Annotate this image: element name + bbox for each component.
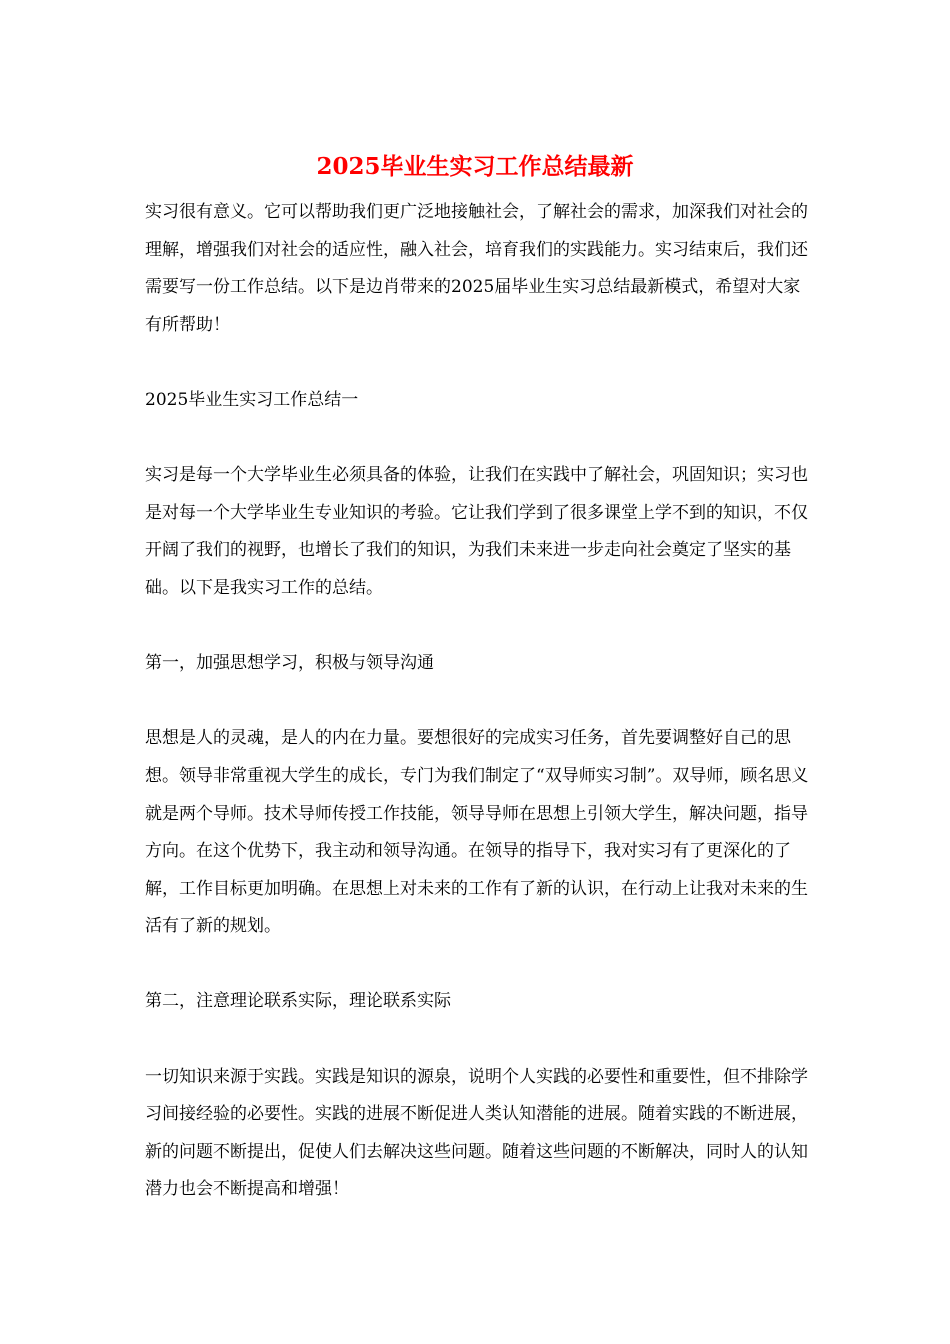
body-paragraph: 一切知识来源于实践。实践是知识的源泉，说明个人实践的必要性和重要性，但不排除学习间接经验的必要性。实践的进展不断促进人类认知潜能的进展。随着实践的不断进展，新的问题不断提出，促使人们去解决这些问题。随着这些问题的不断解决，同时人的认知潜力也会不断提高和增强！ — [145, 1066, 808, 1200]
body-paragraph: 思想是人的灵魂，是人的内在力量。要想很好的完成实习任务，首先要调整好自己的思想。领导非常重视大学生的成长，专门为我们制定了“双导师实习制”。双导师，顾名思义就是两个导师。技术导师传授工作技能，领导导师在思想上引领大学生，解决问题，指导方向。在这个优势下，我主动和领导沟通。在领导的指导下，我对实习有了更深化的了解，工作目标更加明确。在思想上对未来的工作有了新的认识，在行动上让我对未来的生活有了新的规划。 — [145, 728, 809, 937]
subsection-heading: 第二，注意理论联系实际，理论联系实际 — [145, 991, 451, 1012]
subsection-heading: 第一，加强思想学习，积极与领导沟通 — [145, 653, 434, 674]
section-heading: 2025毕业生实习工作总结一 — [145, 389, 359, 410]
body-paragraph: 实习是每一个大学毕业生必须具备的体验，让我们在实践中了解社会，巩固知识；实习也是对每一个大学毕业生专业知识的考验。它让我们学到了很多课堂上学不到的知识，不仅开阔了我们的视野，也增长了我们的知识，为我们未来进一步走向社会奠定了坚实的基础。以下是我实习工作的总结。 — [145, 465, 808, 598]
document-body — [145, 194, 810, 1209]
intro-paragraph: 实习很有意义。它可以帮助我们更广泛地接触社会，了解社会的需求，加深我们对社会的理解，增强我们对社会的适应性，融入社会，培育我们的实践能力。实习结束后，我们还需要写一份工作总结。以下是边肖带来的2025届毕业生实习总结最新模式，希望对大家有所帮助！ — [145, 202, 808, 335]
document-title: 2025毕业生实习工作总结最新 — [316, 153, 634, 180]
